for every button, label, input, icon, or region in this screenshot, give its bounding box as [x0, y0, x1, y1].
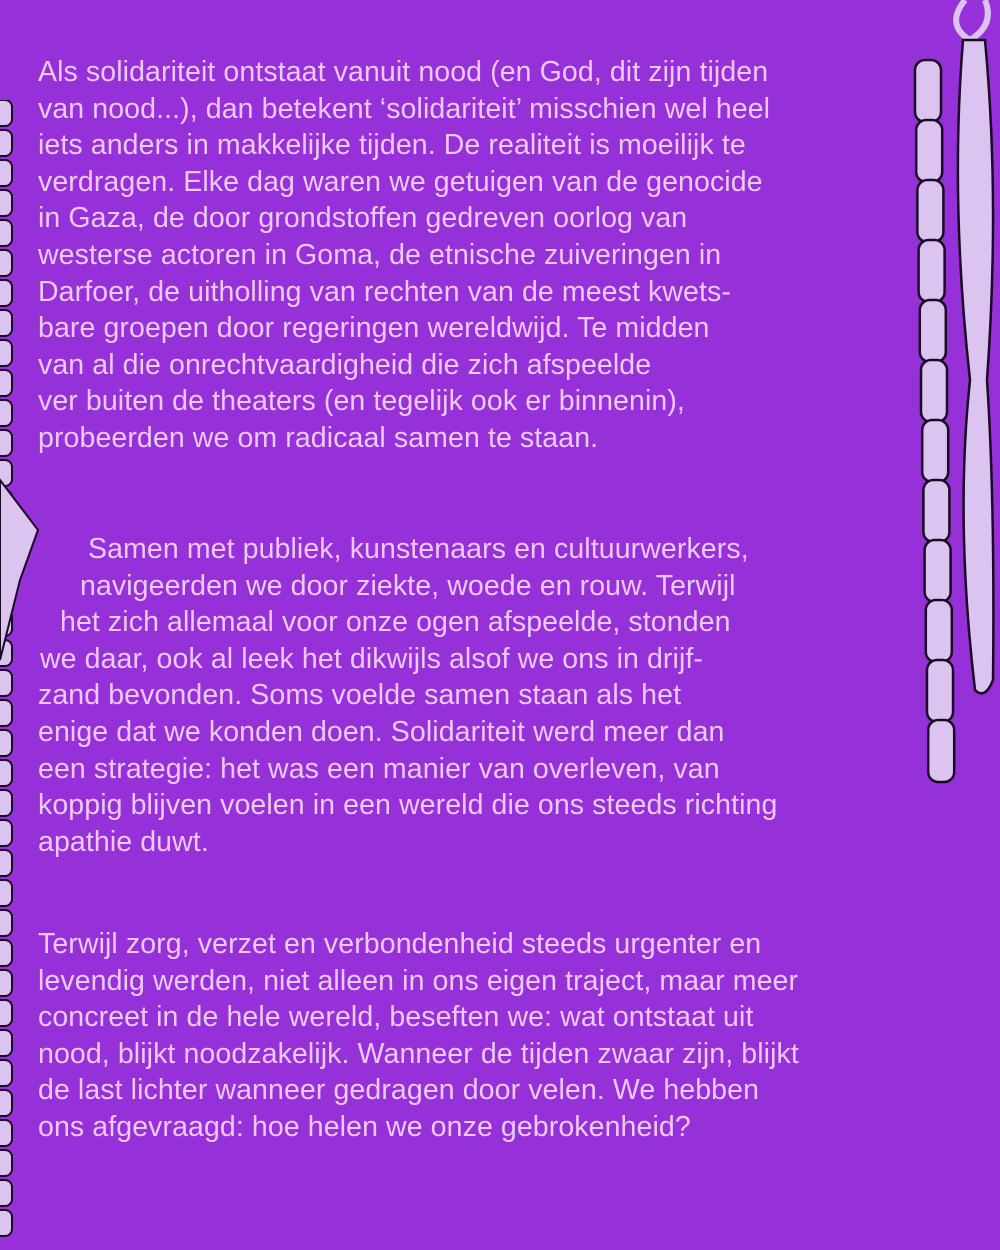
text-line: een strategie: het was een manier van overleven, van — [38, 752, 720, 785]
text-line: enige dat we konden doen. Solidariteit werd meer dan — [38, 715, 725, 748]
text-line: verdragen. Elke dag waren we getuigen van de genocide — [38, 165, 763, 198]
paragraph-2 — [38, 531, 777, 860]
chain-link — [0, 970, 12, 996]
text-line: bare groepen door regeringen wereldwijd. Te midden — [38, 312, 710, 345]
text-line: van al die onrechtvaardigheid die zich afspeelde — [38, 348, 652, 381]
text-line: ver buiten de theaters (en tegelijk ook er binnenin), — [38, 385, 685, 418]
chain-link — [0, 370, 12, 396]
chain-link — [0, 1180, 12, 1206]
text-line: Als solidariteit ontstaat vanuit nood (en God, dit zijn tijden — [38, 56, 769, 88]
chain-link — [0, 160, 12, 186]
chain-illustration-right — [895, 0, 1000, 800]
chain-link — [0, 670, 12, 696]
chain-link — [922, 420, 948, 482]
text-line: het zich allemaal voor onze ogen afspeelde, stonden — [60, 606, 731, 639]
chain-link — [923, 480, 949, 542]
text-line: ons afgevraagd: hoe helen we onze gebrokenheid? — [38, 1110, 691, 1143]
text-line: apathie duwt. — [38, 825, 209, 858]
chain-link — [916, 120, 942, 182]
chain-link — [928, 720, 954, 782]
text-line: zand bevonden. Soms voelde samen staan als het — [38, 679, 682, 712]
text-line: Terwijl zorg, verzet en verbondenheid steeds urgenter en — [38, 928, 762, 960]
chain-link — [919, 240, 945, 302]
chain-link — [0, 280, 12, 306]
text-line: Samen met publiek, kunstenaars en cultuurwerkers, — [88, 533, 749, 565]
chain-link — [917, 180, 943, 242]
chain-link — [925, 540, 951, 602]
text-line: van nood...), dan betekent ‘solidariteit’ misschien wel heel — [38, 92, 771, 125]
chain-link — [0, 400, 12, 426]
text-line: concreet in de hele wereld, beseften we: wat ontstaat uit — [38, 1001, 754, 1034]
paragraph-3 — [38, 926, 799, 1146]
chain-link — [0, 430, 12, 456]
chain-link — [0, 1120, 12, 1146]
chain-link — [0, 760, 12, 786]
chain-link — [921, 360, 947, 422]
text-line: Darfoer, de uitholling van rechten van de meest kwets- — [38, 275, 731, 308]
chain-link — [0, 220, 12, 246]
text-line: westerse actoren in Goma, de etnische zuiveringen in — [38, 238, 722, 271]
chain-link — [0, 100, 12, 126]
chain-link — [927, 660, 953, 722]
chain-link — [0, 850, 12, 876]
text-line: nood, blijkt noodzakelijk. Wanneer de tijden zwaar zijn, blijkt — [38, 1037, 799, 1070]
chain-link — [0, 190, 12, 216]
chain-link — [0, 940, 12, 966]
chain-link — [0, 130, 12, 156]
chain-link — [0, 700, 12, 726]
chain-link — [0, 1060, 12, 1086]
chain-link — [920, 300, 946, 362]
chain-link — [0, 250, 12, 276]
chain-link — [0, 1000, 12, 1026]
chain-link — [915, 60, 941, 122]
text-line: probeerden we om radicaal samen te staan. — [38, 421, 599, 454]
text-line: levendig werden, niet alleen in ons eigen traject, maar meer — [38, 964, 799, 997]
text-line: we daar, ook al leek het dikwijls alsof we ons in drijf- — [40, 642, 703, 675]
chain-link — [0, 820, 12, 846]
chain-link — [0, 910, 12, 936]
text-line: navigeerden we door ziekte, woede en rouw. Terwijl — [80, 569, 736, 602]
chain-illustration-left — [0, 100, 40, 1250]
text-line: iets anders in makkelijke tijden. De realiteit is moeilijk te — [38, 129, 746, 162]
chain-link — [0, 790, 12, 816]
chain-link — [0, 1210, 12, 1236]
chain-link — [0, 1090, 12, 1116]
chain-link — [0, 880, 12, 906]
text-line: koppig blijven voelen in een wereld die ons steeds richting — [38, 789, 778, 822]
chain-link — [0, 1030, 12, 1056]
chain-link — [0, 340, 12, 366]
text-line: in Gaza, de door grondstoffen gedreven oorlog van — [38, 202, 688, 235]
chain-link — [0, 1150, 12, 1176]
paragraph-1 — [38, 54, 770, 457]
text-line: de last lichter wanneer gedragen door velen. We hebben — [38, 1074, 760, 1107]
chain-link — [0, 730, 12, 756]
chain-link — [0, 310, 12, 336]
chain-link — [926, 600, 952, 662]
